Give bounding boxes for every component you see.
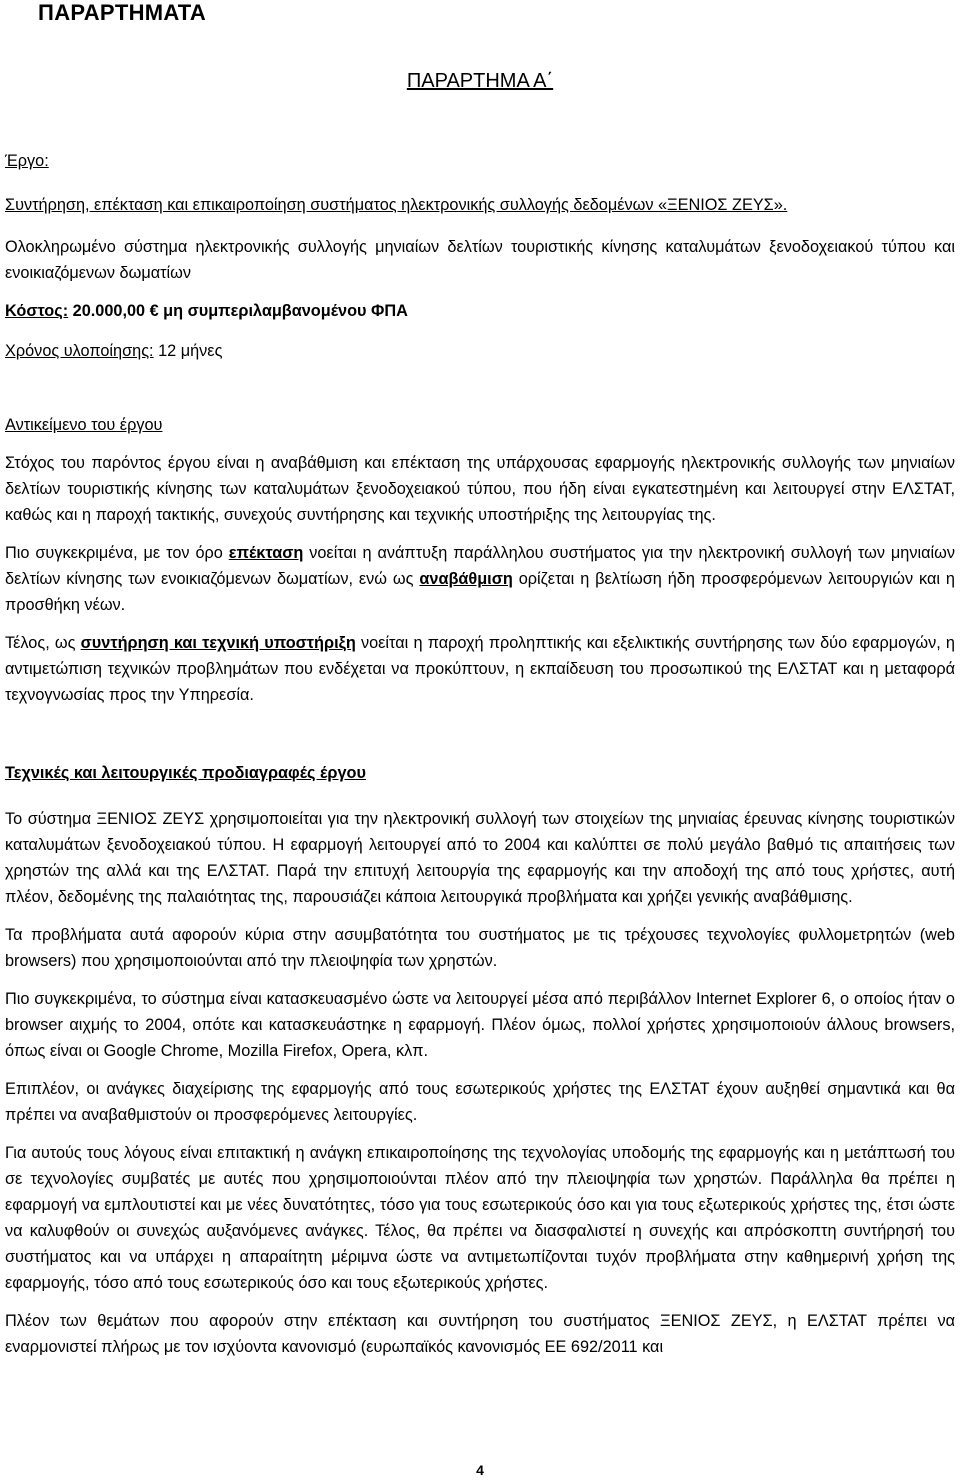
text-run: νοείται η ανάπτυξη παράλληλου συστήματος για την ηλεκτρονική συλλογή των μηνιαίων δελτίων κίνησης των ενοικιαζόμενων δωματίων, ενώ ως bbox=[5, 544, 955, 588]
appendix-title: ΠΑΡΑΡΤΗΜΑ Α΄ bbox=[406, 70, 554, 92]
page-heading: ΠΑΡΑΡΤΗΜΑΤΑ bbox=[38, 0, 207, 25]
cost-label: Κόστος: bbox=[5, 302, 69, 320]
text-run: νοείται η παροχή προληπτικής και εξελικτικής συντήρησης των δύο εφαρμογών, η αντιμετώπιση τεχνικών προβλημάτων που ενδέχεται να προκύπτουν, η εκπαίδευση του προσωπικού της ΕΛΣΤΑΤ και η μεταφορά τεχνογνωσίας προς την Υπηρεσία. bbox=[5, 634, 955, 704]
specs-paragraph-1: Το σύστημα ΞΕΝΙΟΣ ΖΕΥΣ χρησιμοποιείται για την ηλεκτρονική συλλογή των στοιχείων της μηνιαίας έρευνας κίνησης τουριστικών καταλυμάτων ξενοδοχειακού τύπου. Η εφαρμογή λειτουργεί από το 2004 και καλύπτει σε πολύ μεγάλο βαθμό τις απαιτήσεις των χρηστών της αλλά και της ΕΛΣΤΑΤ. Παρά την επιτυχή λειτουργία της εφαρμογής και την αποδοχή της από τους χρήστες, αυτή πλέον, δεδομένης της παλαιότητας της, παρουσιάζει κάποια λειτουργικά προβλήματα και χρήζει γενικής αναβάθμισης. bbox=[5, 810, 955, 906]
page-number: 4 bbox=[476, 1462, 484, 1478]
document-body bbox=[5, 148, 955, 1360]
text-run: Πιο συγκεκριμένα, με τον όρο bbox=[5, 544, 229, 562]
project-label: Έργο: bbox=[5, 152, 49, 170]
specs-paragraph-6: Πλέον των θεμάτων που αφορούν στην επέκταση και συντήρηση του συστήματος ΞΕΝΙΟΣ ΖΕΥΣ, η ΕΛΣΤΑΤ πρέπει να εναρμονιστεί πλήρως με τον ισχύοντα κανονισμό (ευρωπαϊκός κανονισμός ΕΕ 692/2011 και bbox=[5, 1312, 955, 1356]
duration-line bbox=[5, 338, 955, 364]
subject-paragraph-2 bbox=[5, 540, 955, 618]
specs-paragraph-3: Πιο συγκεκριμένα, το σύστημα είναι κατασκευασμένο ώστε να λειτουργεί μέσα από περιβάλλον Internet Explorer 6, ο οποίος ήταν ο browser αιχμής το 2004, οπότε και κατασκευάστηκε η εφαρμογή. Πλέον όμως, πολλοί χρήστες χρησιμοποιούν άλλους browsers, όπως είναι οι Google Chrome, Mozilla Firefox, Opera, κλπ. bbox=[5, 990, 955, 1060]
subject-heading: Αντικείμενο του έργου bbox=[5, 416, 163, 434]
cost-line bbox=[5, 298, 955, 324]
specs-paragraph-5: Για αυτούς τους λόγους είναι επιτακτική η ανάγκη επικαιροποίησης της τεχνολογίας υποδομής της εφαρμογής και η μετάπτωσή του σε τεχνολογίες συμβατές με αυτές που χρησιμοποιούνται πλέον από την πλειοψηφία των χρηστών. Παράλληλα θα πρέπει η εφαρμογή να εμπλουτιστεί και με νέες δυνατότητες, τόσο για τους εσωτερικούς όσο και για τους εξωτερικούς χρήστες της, έτσι ώστε να καλυφθούν οι συνεχώς αυξανόμενες ανάγκες. Τέλος, θα πρέπει να διασφαλιστεί η συνεχής και απρόσκοπτη συντήρησή του συστήματος και να υπάρχει η απαραίτητη μέριμνα ώστε να αντιμετωπίζονται τυχόν προβλήματα στην καθημερινή χρήση της εφαρμογής, τόσο από τους εσωτερικούς όσο και τους εξωτερικούς χρήστες. bbox=[5, 1144, 955, 1292]
specs-paragraph-4: Επιπλέον, οι ανάγκες διαχείρισης της εφαρμογής από τους εσωτερικούς χρήστες της ΕΛΣΤΑΤ έχουν αυξηθεί σημαντικά και θα πρέπει να αναβαθμιστούν οι προσφερόμενες λειτουργίες. bbox=[5, 1080, 955, 1124]
term-upgrade: αναβάθμιση bbox=[419, 570, 513, 588]
term-extension: επέκταση bbox=[228, 544, 304, 562]
term-maintenance: συντήρηση και τεχνική υποστήριξη bbox=[80, 634, 356, 652]
project-name: Συντήρηση, επέκταση και επικαιροποίηση συστήματος ηλεκτρονικής συλλογής δεδομένων «ΞΕΝΙΟΣ ΖΕΥΣ». bbox=[5, 196, 788, 214]
subject-paragraph-3 bbox=[5, 630, 955, 708]
specs-paragraph-2: Τα προβλήματα αυτά αφορούν κύρια στην ασυμβατότητα του συστήματος με τις τρέχουσες τεχνολογίες φυλλομετρητών (web browsers) που χρησιμοποιούνται από την πλειοψηφία των χρηστών. bbox=[5, 926, 955, 970]
cost-value: 20.000,00 € μη συμπεριλαμβανομένου ΦΠΑ bbox=[68, 302, 408, 320]
project-description: Ολοκληρωμένο σύστημα ηλεκτρονικής συλλογής μηνιαίων δελτίων τουριστικής κίνησης καταλυμάτων ξενοδοχειακού τύπου και ενοικιαζόμενων δωματίων bbox=[5, 238, 955, 282]
text-run: Τέλος, ως bbox=[5, 634, 81, 652]
subject-paragraph-1: Στόχος του παρόντος έργου είναι η αναβάθμιση και επέκταση της υπάρχουσας εφαρμογής ηλεκτρονικής συλλογής των μηνιαίων δελτίων τουριστικής κίνησης των καταλυμάτων ξενοδοχειακού τύπου, που ήδη είναι εγκατεστημένη και λειτουργεί στην ΕΛΣΤΑΤ, καθώς και η παροχή τακτικής, συνεχούς συντήρησης και τεχνικής υποστήριξης της λειτουργίας της. bbox=[5, 454, 955, 524]
duration-label: Χρόνος υλοποίησης: bbox=[5, 342, 154, 360]
specs-heading: Τεχνικές και λειτουργικές προδιαγραφές έργου bbox=[5, 764, 366, 782]
duration-value: 12 μήνες bbox=[153, 342, 223, 360]
text-run: ορίζεται η βελτίωση ήδη προσφερόμενων λειτουργιών και η προσθήκη νέων. bbox=[5, 570, 955, 614]
